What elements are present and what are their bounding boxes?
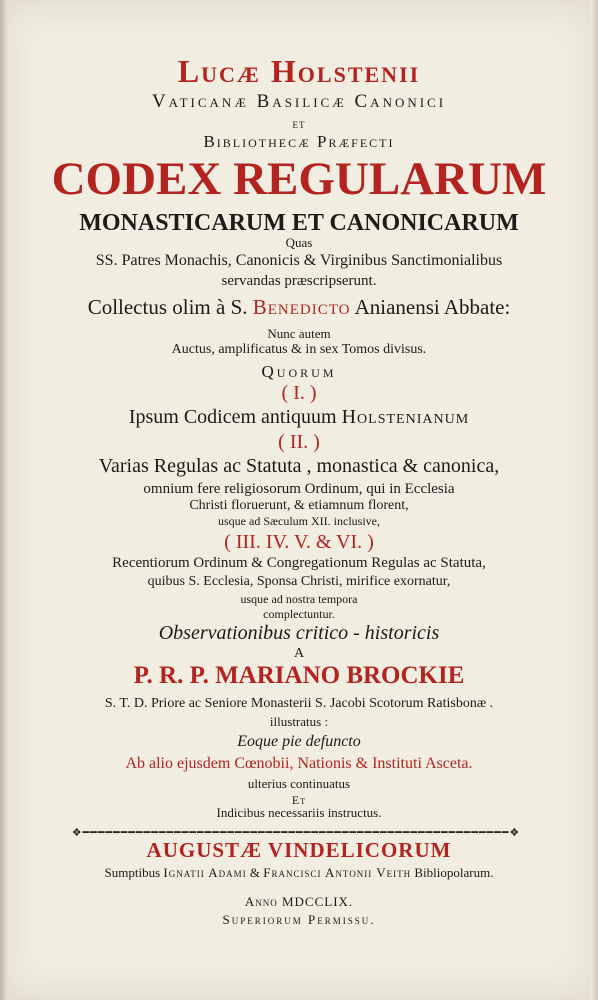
part-3-number: ( III. IV. V. & VI. ): [224, 531, 374, 553]
et-line-1: et: [292, 116, 306, 131]
part-2-line-1: Varias Regulas ac Statuta , monastica & canonica,: [98, 455, 500, 477]
part-3-line-2: quibus S. Ecclesia, Sponsa Christi, mirifice exornatur,: [147, 574, 451, 589]
collectus-suffix: Anianensi Abbate:: [354, 295, 511, 319]
collectus-line: [0, 297, 598, 318]
editor-name: P. R. P. MARIANO BROCKIE: [133, 662, 465, 689]
a-line: A: [293, 646, 305, 661]
place-line: AUGUSTÆ VINDELICORUM: [146, 838, 452, 862]
printer-prefix: Sumptibus: [104, 865, 161, 880]
description-line-2: servandas præscripserunt.: [221, 273, 377, 289]
ab-alio-line: Ab alio ejusdem Cœnobii, Nationis & Instituti Asceta.: [125, 755, 473, 772]
auctus-line: Auctus, amplificatus & in sex Tomos divisus.: [171, 342, 427, 357]
office-line-1: Vaticanæ Basilicæ Canonici: [151, 91, 447, 112]
permissu-line: Superiorum Permissu.: [222, 912, 376, 927]
printer-suffix: Bibliopolarum.: [414, 865, 494, 880]
anno-line: Anno MDCCLIX.: [244, 894, 354, 909]
description-line-1: SS. Patres Monachis, Canonicis & Virginibus Sanctimonialibus: [95, 252, 503, 269]
part-1-line: [0, 407, 598, 427]
part-1-name: Holstenianum: [341, 406, 470, 428]
printer-name-1: Ignatii Adami: [163, 865, 247, 880]
quas-line: Quas: [285, 235, 313, 250]
part-2-line-4: usque ad Sæculum XII. inclusive,: [218, 514, 380, 528]
nunc-autem-line: Nunc autem: [267, 326, 331, 341]
printer-line: [0, 866, 598, 879]
printer-ampersand: &: [249, 865, 260, 880]
part-1-prefix: Ipsum Codicem antiquum: [128, 406, 337, 428]
collectus-name: Benedicto: [252, 295, 351, 319]
editor-description: S. T. D. Priore ac Seniore Monasterii S. Jacobi Scotorum Ratisbonæ .: [104, 696, 494, 711]
main-title: CODEX REGULARUM: [51, 153, 547, 205]
ornamental-rule: ❖━━━━━━━━━━━━━━━━━━━━━━━━━━━━━━━━━━━━━━━━━━━━━━━━━━━━━━━━❖: [71, 828, 521, 838]
part-3-line-1: Recentiorum Ordinum & Congregationum Regulas ac Statuta,: [112, 555, 486, 571]
observationibus-line: Observationibus critico - historicis: [158, 622, 440, 644]
eoque-line: Eoque pie defuncto: [237, 733, 361, 750]
part-3-line-3: usque ad nostra tempora: [240, 592, 358, 606]
part-3-line-4: complectuntur.: [263, 607, 335, 621]
author-line: Lucæ Holstenii: [177, 53, 421, 89]
et-line-2: Et: [291, 793, 307, 807]
quorum-line: Quorum: [261, 362, 337, 381]
collectus-prefix: Collectus olim à S.: [87, 295, 248, 319]
ulterius-line: ulterius continuatus: [247, 776, 351, 791]
printer-name-2: Francisci Antonii Veith: [263, 865, 412, 880]
subtitle: MONASTICARUM ET CANONICARUM: [79, 210, 519, 236]
indicibus-line: Indicibus necessariis instructus.: [216, 805, 382, 820]
part-2-line-2: omnium fere religiosorum Ordinum, qui in Ecclesia: [143, 481, 455, 497]
part-1-number: ( I. ): [281, 382, 317, 404]
part-2-line-3: Christi floruerunt, & etiamnum florent,: [189, 498, 409, 513]
part-2-number: ( II. ): [278, 431, 320, 453]
office-line-2: Bibliothecæ Præfecti: [203, 132, 395, 151]
illustratus-line: illustratus :: [269, 714, 329, 729]
